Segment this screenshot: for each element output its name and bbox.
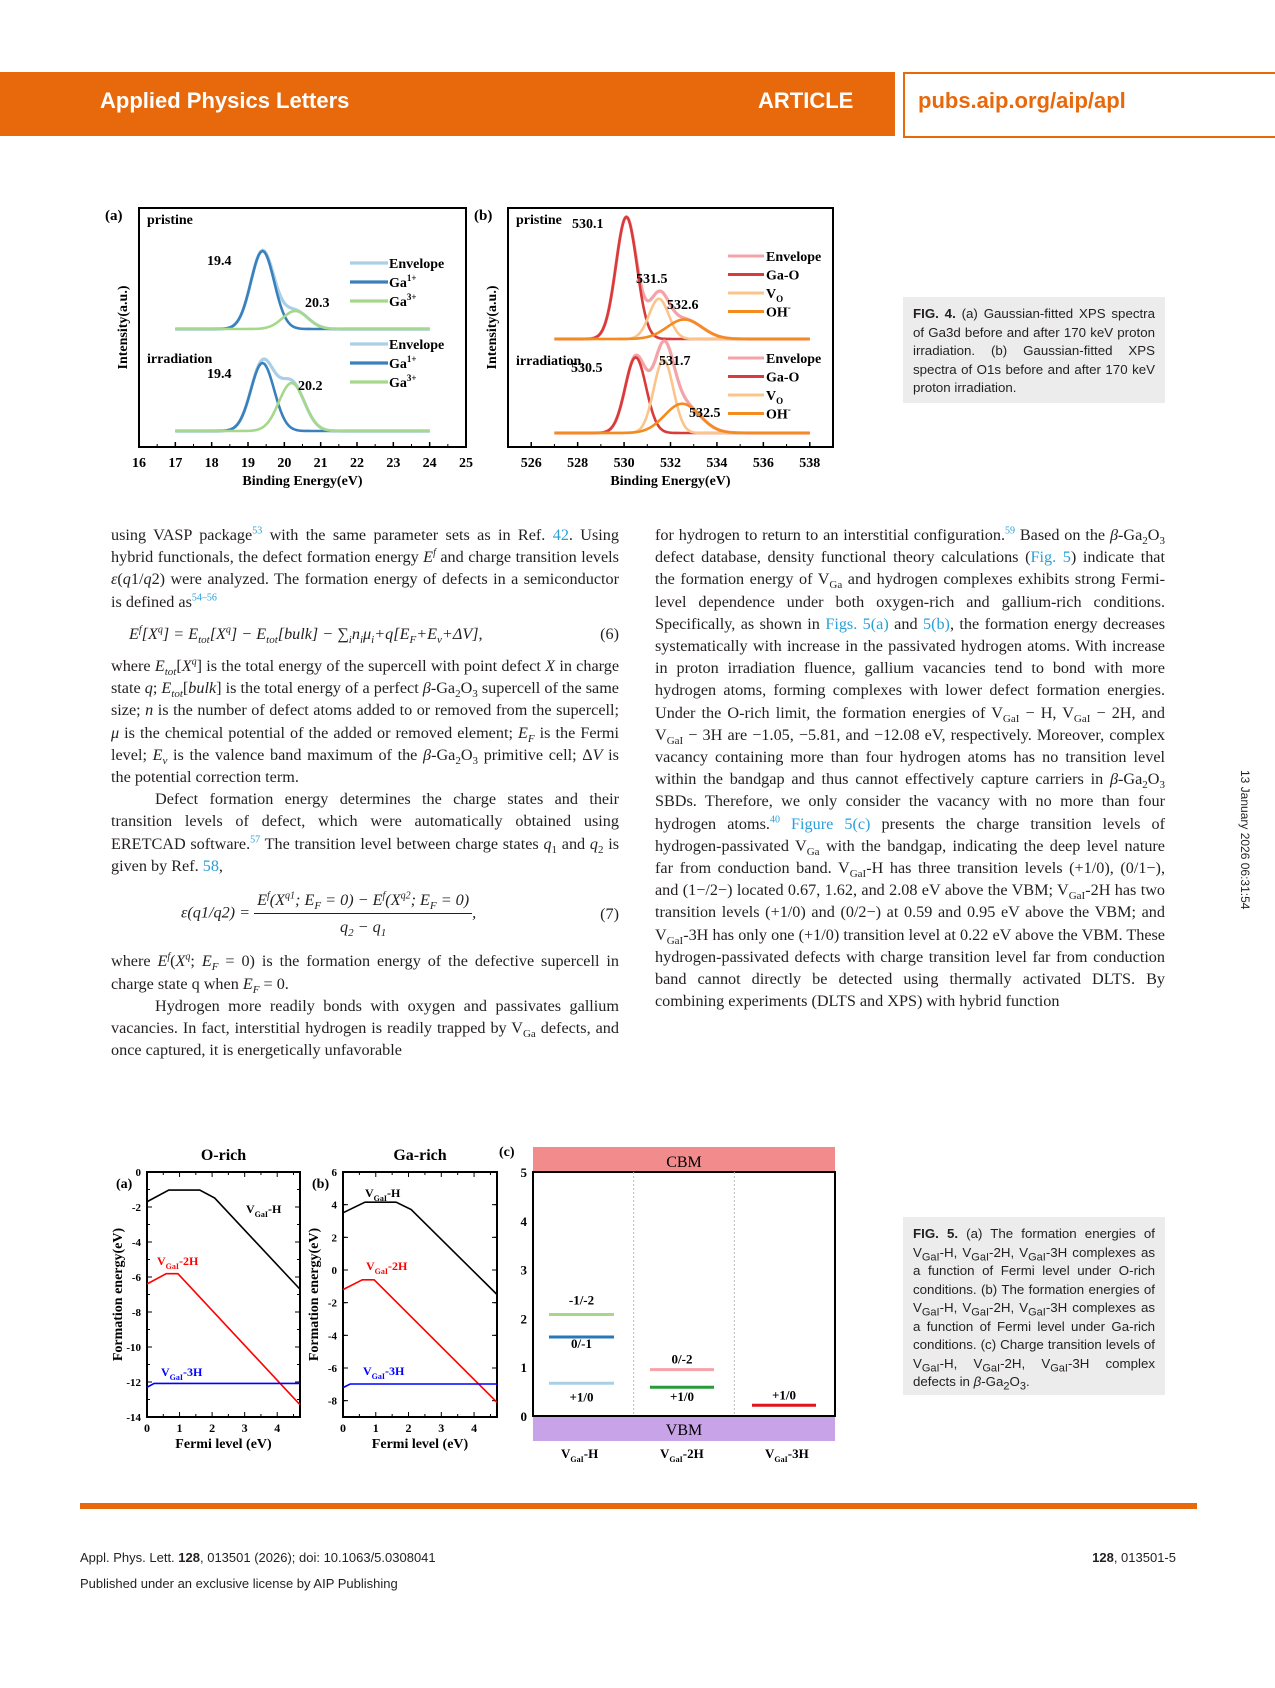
svg-text:530.5: 530.5 xyxy=(571,361,603,376)
svg-text:(b): (b) xyxy=(312,1177,330,1192)
svg-text:OH-: OH- xyxy=(766,404,791,423)
svg-text:VGaI-H: $V_{GaI}-H$ xyxy=(365,1186,401,1203)
svg-text:Envelope: Envelope xyxy=(766,352,822,367)
svg-text:532: 532 xyxy=(660,456,681,471)
svg-text:VBM: VBM xyxy=(665,1422,703,1439)
citation-link[interactable]: 57 xyxy=(250,834,261,846)
svg-text:23: 23 xyxy=(386,456,401,471)
svg-text:(a): (a) xyxy=(105,208,123,224)
svg-text:+1/0: +1/0 xyxy=(669,1389,695,1405)
citation-link[interactable]: 58 xyxy=(202,856,219,875)
citation-line: Appl. Phys. Lett. 128, 013501 (2026); doi: 10.1063/5.0308041 xyxy=(80,1550,436,1565)
figure-4-caption xyxy=(903,297,1165,403)
svg-text:532.6: 532.6 xyxy=(667,298,699,313)
svg-text:538: 538 xyxy=(799,456,821,471)
svg-text:VGaI-H: $V_{GaI}-H$ xyxy=(561,1446,599,1464)
svg-text:530.1: 530.1 xyxy=(572,217,604,232)
svg-text:19.4: 19.4 xyxy=(207,254,232,269)
svg-text:0: 0 xyxy=(520,1409,527,1424)
svg-text:4: 4 xyxy=(520,1213,527,1229)
svg-text:Fermi level (eV): Fermi level (eV) xyxy=(175,1437,272,1452)
svg-text:0: 0 xyxy=(340,1421,346,1435)
svg-text:Ga-rich: Ga-rich xyxy=(393,1147,447,1164)
svg-text:Ga1+: $Ga^{1+}$ xyxy=(389,273,417,291)
svg-text:20: 20 xyxy=(277,456,292,471)
svg-text:-4: -4 xyxy=(327,1330,337,1343)
svg-text:VO: $V_O$ xyxy=(766,389,784,406)
body-text-right-column xyxy=(655,524,1165,1012)
svg-text:532.5: 532.5 xyxy=(689,406,721,421)
body-text-left-column xyxy=(111,524,619,1061)
svg-text:-2: -2 xyxy=(327,1297,337,1310)
svg-text:Ga-O: Ga-O xyxy=(766,268,800,284)
svg-text:1: 1 xyxy=(372,1421,379,1435)
figure-5-label: FIG. 5. xyxy=(913,1226,959,1241)
figure-5b-ga-rich xyxy=(307,1147,497,1452)
svg-text:-6: -6 xyxy=(327,1363,337,1375)
svg-text:VGaI-3H: $V_{GaI}-3H$ xyxy=(161,1365,203,1382)
svg-text:17: 17 xyxy=(168,456,183,471)
citation-link[interactable]: 59 xyxy=(1005,525,1016,537)
svg-text:531.7: 531.7 xyxy=(659,354,691,369)
svg-text:Ga-O: Ga-O xyxy=(766,370,800,386)
figure-link[interactable]: Figure 5(c) xyxy=(791,814,871,833)
svg-text:16: 16 xyxy=(132,456,146,471)
svg-text:530: 530 xyxy=(613,456,635,471)
svg-text:0: 0 xyxy=(144,1421,150,1435)
svg-text:-6: -6 xyxy=(131,1272,141,1284)
figure-5c-transition-levels xyxy=(499,1145,835,1464)
svg-text:Intensity(a.u.): Intensity(a.u.) xyxy=(485,285,500,370)
svg-text:O-rich: O-rich xyxy=(200,1147,247,1164)
svg-text:VGaI-2H: $V_{GaI}-2H$ xyxy=(366,1259,408,1276)
page-number: 128, 013501-5 xyxy=(1092,1550,1176,1565)
paragraph: where $E_{tot}[X^q]$ is the total energy of the supercell with point defect X in charge state q; $E_{tot}[bulk]$ is the total energy of a perfect $\beta-Ga_2O_3$ supercell of the same size; n is the number of defect atoms added to or removed from the supercell; μ is the chemical potential of the added or removed element; $E_F$ is the Fermi level; $E_v$ is the valence band maximum of the $\beta-Ga_2O_3$ primitive cell; ΔV is the potential correction term. xyxy=(111,656,620,787)
svg-text:Binding Energy(eV): Binding Energy(eV) xyxy=(610,474,731,489)
paragraph: using VASP package$^{53}$ with the same parameter sets as in Ref. 42. Using hybrid functionals, the defect formation energy $E^f$ and charge transition levels ε(q1/q2) were analyzed. The formation energy of defects in a semiconductor is defined as$^{54-56}$ xyxy=(111,525,619,611)
svg-text:536: 536 xyxy=(752,456,774,471)
svg-text:Fermi level (eV): Fermi level (eV) xyxy=(371,1437,469,1452)
figure-4a-xps-ga3d xyxy=(105,208,473,489)
svg-text:pristine: pristine xyxy=(516,213,562,228)
svg-text:pristine: pristine xyxy=(147,213,193,228)
svg-text:VGaI-H: $V_{GaI}-H$ xyxy=(246,1202,282,1219)
svg-text:0/-2: 0/-2 xyxy=(671,1351,693,1367)
svg-text:2: 2 xyxy=(520,1311,527,1327)
paragraph: Hydrogen more readily bonds with oxygen and passivates gallium vacancies. In fact, interstitial hydrogen is readily trapped by $V_{Ga}$ defects, and once captured, it is energetically unfavorable xyxy=(111,996,619,1060)
svg-text:Binding Energy(eV): Binding Energy(eV) xyxy=(242,474,363,489)
figure-5-caption: FIG. 5. (a) The formation energies of $V_{GaI}-H$, $V_{GaI}-2H$, $V_{GaI}-3H$ complexes as a function of Fermi level under O-rich conditions. (b) The formation energies of $V_{GaI}-H$, $V_{GaI}-2H$, $V_{GaI}-3H$ complexes as a function of Fermi level under Ga-rich conditions. (c) Charge transition levels of $V_{GaI}-H$, $V_{GaI}-2H$, $V_{GaI}-3H$ complex defects in $\beta-Ga_2O_3$. xyxy=(903,1217,1165,1395)
svg-text:irradiation: irradiation xyxy=(516,354,582,369)
svg-text:1: 1 xyxy=(520,1360,527,1376)
journal-title: Applied Physics Letters xyxy=(100,88,350,113)
svg-text:2: 2 xyxy=(209,1421,216,1435)
figure-4-caption-text: (a) Gaussian-fitted XPS spectra of Ga3d before and after 170 keV proton irradiation. (b) Gaussian-fitted XPS spectra of O1s before and after 170 keV proton irradiation. xyxy=(913,306,1156,395)
svg-text:19.4: 19.4 xyxy=(207,367,232,382)
svg-text:18: 18 xyxy=(204,456,219,471)
svg-text:VGaI-3H: $V_{GaI}-3H$ xyxy=(363,1364,405,1381)
svg-text:-1/-2: -1/-2 xyxy=(568,1292,595,1308)
license-line: Published under an exclusive license by AIP Publishing xyxy=(80,1576,398,1591)
svg-text:4: 4 xyxy=(331,1199,337,1212)
download-timestamp: 13 January 2026 06:31:54 xyxy=(1238,770,1252,910)
svg-text:3: 3 xyxy=(241,1421,248,1435)
equation-7: ε(q1/q2) = $\frac{E^f(X^{q1}; E_F = 0) - E^f(X^{q2}; E_F = 0)}{q_2 - q_1}$ , (7) xyxy=(181,890,619,940)
svg-text:Formation energy(eV): Formation energy(eV) xyxy=(307,1227,322,1362)
svg-text:20.2: 20.2 xyxy=(298,379,323,394)
figure-link[interactable]: 5(b) xyxy=(922,614,950,633)
svg-text:irradiation: irradiation xyxy=(147,352,213,367)
svg-text:-10: -10 xyxy=(126,1342,141,1354)
svg-text:(b): (b) xyxy=(474,208,493,224)
svg-text:Envelope: Envelope xyxy=(389,338,445,353)
svg-text:OH-: OH- xyxy=(766,302,791,321)
svg-text:-4: -4 xyxy=(131,1237,141,1249)
svg-text:-2: -2 xyxy=(131,1202,141,1214)
svg-text:534: 534 xyxy=(706,456,728,471)
svg-text:0: 0 xyxy=(135,1167,141,1179)
figure-4-label: FIG. 4. xyxy=(913,306,956,321)
svg-text:20.3: 20.3 xyxy=(305,296,330,311)
citation-link[interactable]: 54–56 xyxy=(191,592,217,604)
svg-text:Formation energy(eV): Formation energy(eV) xyxy=(111,1227,126,1362)
svg-text:0/-1: 0/-1 xyxy=(571,1335,592,1351)
figure-5a-o-rich xyxy=(111,1147,300,1452)
svg-text:CBM: CBM xyxy=(666,1154,702,1171)
svg-text:5: 5 xyxy=(520,1165,527,1180)
svg-text:VO: $V_O$ xyxy=(766,287,784,304)
svg-text:19: 19 xyxy=(241,456,255,471)
svg-text:VGaI-2H: $V_{GaI}-2H$ xyxy=(157,1254,199,1271)
svg-text:25: 25 xyxy=(459,456,473,471)
svg-text:3: 3 xyxy=(438,1421,445,1435)
journal-url-link[interactable]: pubs.aip.org/aip/apl xyxy=(918,88,1126,113)
svg-text:2: 2 xyxy=(331,1232,337,1245)
figure-4b-xps-o1s xyxy=(474,208,833,489)
svg-text:VGaI-2H: $V_{GaI}-2H$ xyxy=(660,1446,704,1464)
svg-text:528: 528 xyxy=(567,456,589,471)
footer-rule xyxy=(80,1503,1197,1509)
figure-link[interactable]: Figs. 5(a) xyxy=(825,614,889,633)
article-type-label: ARTICLE xyxy=(758,88,854,113)
svg-text:24: 24 xyxy=(422,456,437,471)
svg-text:1: 1 xyxy=(176,1421,183,1435)
svg-text:Envelope: Envelope xyxy=(389,257,445,272)
svg-text:6: 6 xyxy=(331,1167,337,1179)
svg-text:Intensity(a.u.): Intensity(a.u.) xyxy=(116,285,131,370)
svg-text:21: 21 xyxy=(313,456,328,471)
citation-link[interactable]: 40 xyxy=(769,814,780,826)
svg-text:526: 526 xyxy=(520,456,542,471)
svg-text:Ga1+: $Ga^{1+}$ xyxy=(389,354,417,372)
svg-text:-14: -14 xyxy=(126,1412,141,1424)
paragraph: for hydrogen to return to an interstitial configuration.$^{59}$ Based on the $\beta-Ga_2O_3$ defect database, density functional theory calculations (Fig. 5) indicate that the formation energy of $V_{Ga}$ and hydrogen complexes exhibits strong Fermi-level dependence under both oxygen-rich and gallium-rich conditions. Specifically, as shown in Figs. 5(a) and 5(b), the formation energy decreases systematically with increase in the passivated hydrogen atoms. With increase in proton irradiation fluence, gallium vacancies tend to bond with more hydrogen atoms, forming complexes with lower defect formation energies. Under the O-rich limit, the formation energies of $V_{GaI} - H$, $V_{GaI} - 2H$, and $V_{GaI} - 3H$ are −1.05, −5.81, and −12.08 eV, respectively. Moreover, complex vacancy containing more than four hydrogen atoms has no transition level within the bandgap and thus cannot effectively capture carriers in $\beta-Ga_2O_3$ SBDs. Therefore, we only consider the vacancy with no more than four hydrogen atoms.$^{40}$ Figure 5(c) presents the charge transition levels of hydrogen-passivated $V_{Ga}$ with the bandgap, indicating the deep level nature far from conduction band. $V_{GaI}-H$ has three transition levels (+1/0), (0/1−), and (1−/2−) located 0.67, 1.62, and 2.08 eV above the VBM; $V_{GaI}-2H$ has two transition levels (+1/0) and (0/2−) at 0.59 and 0.95 eV above the VBM; and $V_{GaI}-3H$ has only one (+1/0) transition level at 0.22 eV above the VBM. These hydrogen-passivated defects with charge transition level far from conduction band cannot directly be detected using thermally activated DLTS. By combining experiments (DLTS and XPS) with hybrid function xyxy=(655,525,1166,1011)
svg-text:-8: -8 xyxy=(131,1307,141,1319)
citation-link[interactable]: 53 xyxy=(252,525,263,537)
equation-6: $E^f[X^q] = E_{tot}[X^q]$ − $E_{tot}[bulk] - \sum_in_i\mu_i+q[E_F+E_v+\Delta V]$, (6) xyxy=(129,624,619,647)
svg-text:4: 4 xyxy=(471,1421,478,1435)
svg-text:3: 3 xyxy=(520,1262,527,1278)
svg-text:Envelope: Envelope xyxy=(766,250,822,265)
svg-text:+1/0: +1/0 xyxy=(569,1389,594,1405)
svg-text:531.5: 531.5 xyxy=(636,272,668,287)
citation-link[interactable]: 42 xyxy=(552,526,569,544)
svg-text:+1/0: +1/0 xyxy=(771,1387,797,1403)
figure-link[interactable]: Fig. 5 xyxy=(1030,548,1071,567)
svg-text:Ga3+: $Ga^{3+}$ xyxy=(389,292,417,310)
svg-text:22: 22 xyxy=(350,456,364,471)
svg-text:VGaI-3H: $V_{GaI}-3H$ xyxy=(765,1446,809,1464)
svg-text:Ga3+: $Ga^{3+}$ xyxy=(389,373,417,391)
svg-text:(c): (c) xyxy=(499,1145,515,1160)
paragraph: Defect formation energy determines the charge states and their transition levels of defect, which were automatically obtained using ERETCAD software.$^{57}$ The transition level between charge states $q_1$ and $q_2$ is given by Ref. 58, xyxy=(111,790,619,875)
svg-text:0: 0 xyxy=(331,1265,337,1277)
svg-text:4: 4 xyxy=(274,1421,281,1435)
svg-text:-12: -12 xyxy=(126,1377,141,1389)
paragraph: where $E^f(X^q$; $E_F = 0$) is the formation energy of the defective supercell in charge state q when $E_F = 0$. xyxy=(111,952,619,996)
svg-text:-8: -8 xyxy=(327,1395,337,1408)
svg-text:2: 2 xyxy=(405,1421,412,1435)
svg-text:(a): (a) xyxy=(116,1177,133,1192)
